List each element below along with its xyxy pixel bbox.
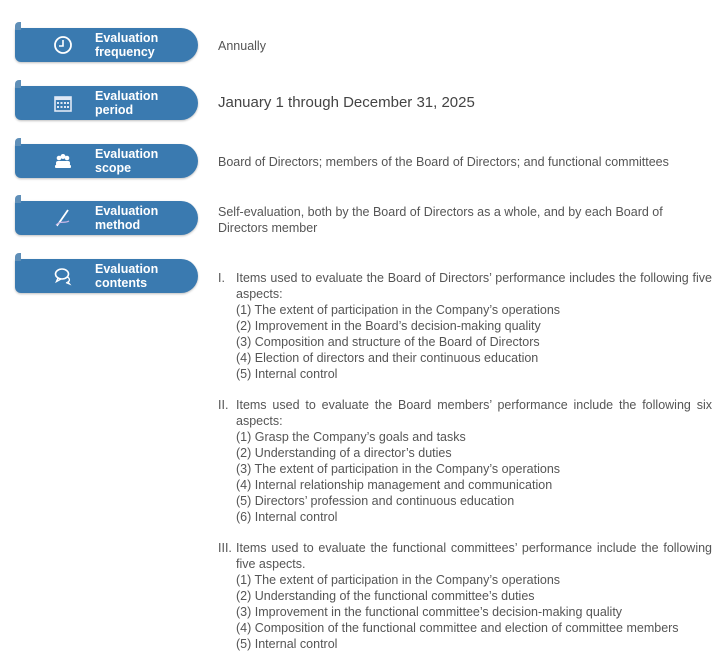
list-item: (5) Directors’ profession and continuous education <box>236 494 515 508</box>
list-item: (2) Improvement in the Board’s decision-making quality <box>236 319 541 333</box>
scope-value: Board of Directors; members of the Board of Directors; and functional committees <box>218 155 669 169</box>
list-item: (1) Grasp the Company’s goals and tasks <box>236 430 466 444</box>
label-line2: frequency <box>95 45 155 59</box>
tab-evaluation-scope <box>15 144 198 178</box>
calendar-icon <box>53 93 73 113</box>
contents-section-3 <box>218 540 712 652</box>
list-item: (2) Understanding of a director’s duties <box>236 446 452 460</box>
tab-label <box>95 204 158 232</box>
chat-bubbles-icon <box>53 266 73 286</box>
tab-label <box>95 147 158 175</box>
list-item: (5) Internal control <box>236 637 338 651</box>
list-item: (5) Internal control <box>236 367 338 381</box>
period-value: January 1 through December 31, 2025 <box>218 94 475 111</box>
tab-evaluation-frequency <box>15 28 198 62</box>
list-item: (4) Internal relationship management and communication <box>236 478 553 492</box>
label-line1: Evaluation <box>95 147 159 161</box>
tab-label <box>95 31 158 59</box>
tab-label <box>95 89 158 117</box>
clock-icon <box>53 35 73 55</box>
list-item: (1) The extent of participation in the Company’s operations <box>236 303 561 317</box>
section-heading: Items used to evaluate the Board of Directors’ performance includes the following five aspects: <box>236 271 712 301</box>
list-item: (4) Composition of the functional committee and election of committee members <box>236 621 679 635</box>
tab-evaluation-period <box>15 86 198 120</box>
method-value: Self-evaluation, both by the Board of Directors as a whole, and by each Board of Directors member <box>218 205 663 235</box>
section-heading: Items used to evaluate the Board members’ performance include the following six aspects: <box>236 398 712 428</box>
list-item: (2) Understanding of the functional committee’s duties <box>236 589 535 603</box>
contents-section-2 <box>218 397 712 525</box>
tab-evaluation-method <box>15 201 198 235</box>
label-line2: scope <box>95 161 132 175</box>
tab-label <box>95 262 158 290</box>
list-item: (3) Composition and structure of the Board of Directors <box>236 335 540 349</box>
label-line2: period <box>95 103 134 117</box>
frequency-value: Annually <box>218 39 266 53</box>
label-line2: contents <box>95 276 148 290</box>
list-item: (3) The extent of participation in the Company’s operations <box>236 462 561 476</box>
list-item: (3) Improvement in the functional committee’s decision-making quality <box>236 605 623 619</box>
section-heading: Items used to evaluate the functional committees’ performance include the following five aspects. <box>236 541 712 571</box>
label-line1: Evaluation <box>95 204 159 218</box>
contents-section-1 <box>218 270 712 382</box>
label-line1: Evaluation <box>95 89 159 103</box>
list-item: (1) The extent of participation in the Company’s operations <box>236 573 561 587</box>
tab-evaluation-contents <box>15 259 198 293</box>
section-numeral: I. <box>218 271 225 285</box>
list-item: (4) Election of directors and their continuous education <box>236 351 539 365</box>
label-line1: Evaluation <box>95 31 159 45</box>
section-numeral: III. <box>218 541 232 555</box>
label-line1: Evaluation <box>95 262 159 276</box>
list-item: (6) Internal control <box>236 510 338 524</box>
section-numeral: II. <box>218 398 229 412</box>
label-line2: method <box>95 218 141 232</box>
pen-icon <box>53 208 73 228</box>
group-icon <box>53 151 73 171</box>
